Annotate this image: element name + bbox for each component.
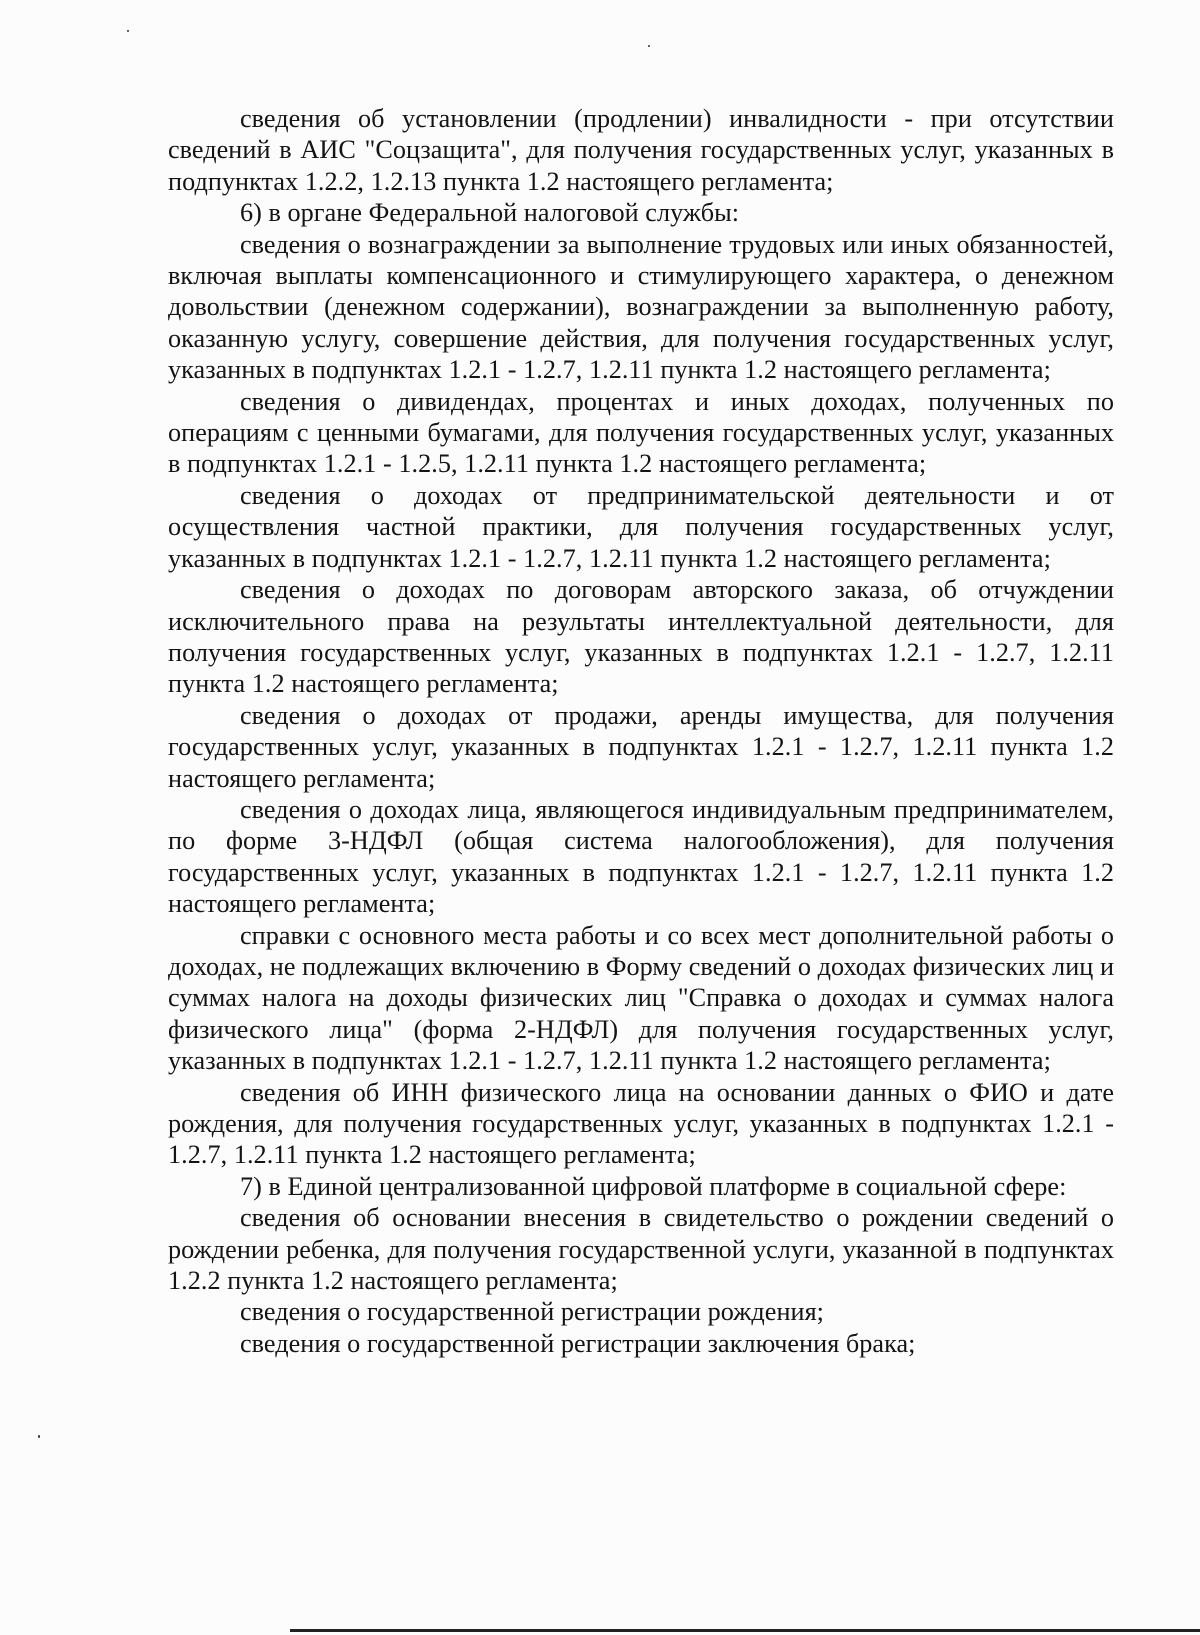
paragraph-employment-certificates: справки с основного места работы и со всех мест дополнительной работы о доходах, не подлежащих включению в Форму сведений о доходах физических лиц и суммах налога на доходы физических лиц "Справка о доходах и суммах налога физического лица" (форма 2-НДФЛ) для получения государственных услуг, указанных в подпунктах 1.2.1 - 1.2.7, 1.2.11 пункта 1.2 настоящего регламента; (168, 920, 1115, 1076)
paragraph-business-income-info: сведения о доходах от предпринимательской деятельности и от осуществления частной практики, для получения государственных услуг, указанных в подпунктах 1.2.1 - 1.2.7, 1.2.11 пункта 1.2 настоящего регламента; (168, 480, 1114, 573)
paragraph-tax-service-heading: 6) в органе Федеральной налоговой службы: (240, 198, 740, 228)
paragraph-dividends-info: сведения о дивидендах, процентах и иных доходах, полученных по операциям с ценными бумагами, для получения государственных услуг, указанных в подпунктах 1.2.1 - 1.2.5, 1.2.11 пункта 1.2 настоящего регламента; (168, 386, 1114, 479)
scan-speck (38, 1435, 40, 1438)
document-body (168, 103, 1114, 1359)
paragraph-inn-info: сведения об ИНН физического лица на основании данных о ФИО и дате рождения, для получения государственных услуг, указанных в подпунктах 1.2.1 - 1.2.7, 1.2.11 пункта 1.2 настоящего регламента; (168, 1077, 1114, 1170)
paragraph-marriage-registration: сведения о государственной регистрации заключения брака; (240, 1328, 916, 1358)
paragraph-birth-registration: сведения о государственной регистрации рождения; (240, 1297, 824, 1327)
paragraph-digital-platform-heading: 7) в Единой централизованной цифровой платформе в социальной сфере: (240, 1171, 1067, 1201)
paragraph-disability-info: сведения об установлении (продлении) инвалидности - при отсутствии сведений в АИС "Соцзащита", для получения государственных услуг, указанных в подпунктах 1.2.2, 1.2.13 пункта 1.2 настоящего регламента; (168, 104, 1114, 196)
scan-edge-line (290, 1629, 1200, 1632)
paragraph-copyright-income-info: сведения о доходах по договорам авторского заказа, об отчуждении исключительного права на результаты интеллектуальной деятельности, для получения государственных услуг, указанных в подпунктах 1.2.1 - 1.2.7, 1.2.11 пункта 1.2 настоящего регламента; (168, 575, 1114, 699)
paragraph-remuneration-info: сведения о вознаграждении за выполнение трудовых или иных обязанностей, включая выплаты компенсационного и стимулирующего характера, о денежном довольствии (денежном содержании), вознаграждении за выполненную работу, оказанную услугу, совершение действия, для получения государственных услуг, указанных в подпунктах 1.2.1 - 1.2.7, 1.2.11 пункта 1.2 настоящего регламента; (168, 229, 1114, 385)
scan-speck (127, 30, 129, 32)
paragraph-entrepreneur-income-info: сведения о доходах лица, являющегося индивидуальным предпринимателем, по форме 3-НДФЛ (общая система налогообложения), для получения государственных услуг, указанных в подпунктах 1.2.1 - 1.2.7, 1.2.11 пункта 1.2 настоящего регламента; (168, 794, 1114, 919)
paragraph-birth-certificate-basis: сведения об основании внесения в свидетельство о рождении сведений о рождении ребенка, для получения государственной услуги, указанной в подпунктах 1.2.2 пункта 1.2 настоящего регламента; (168, 1203, 1114, 1296)
scan-speck (648, 45, 650, 47)
paragraph-property-income-info: сведения о доходах от продажи, аренды имущества, для получения государственных услуг, указанных в подпунктах 1.2.1 - 1.2.7, 1.2.11 пункта 1.2 настоящего регламента; (168, 700, 1114, 793)
